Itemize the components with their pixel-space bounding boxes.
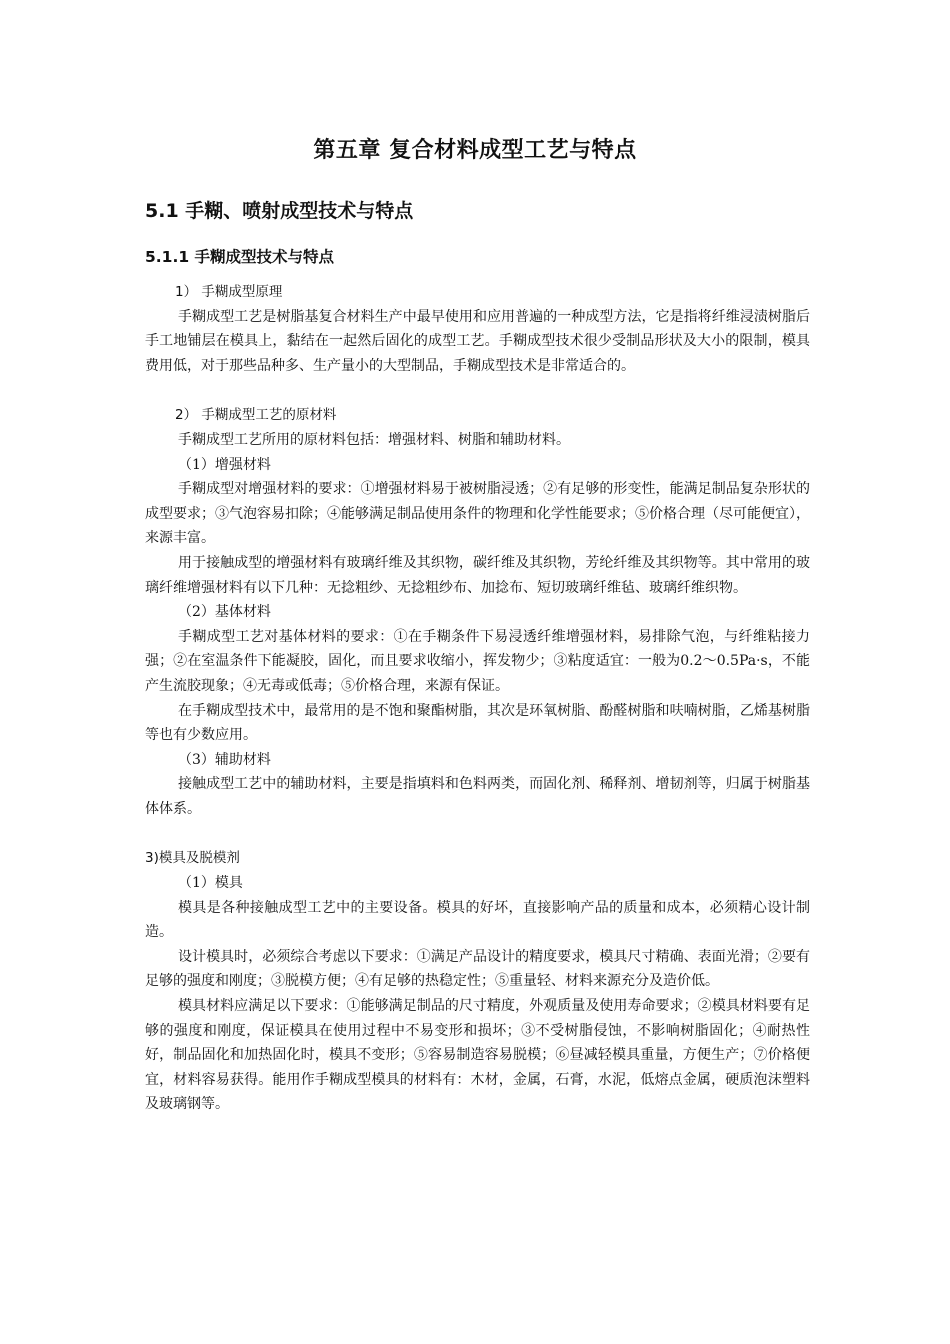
paragraph: 设计模具时，必须综合考虑以下要求：①满足产品设计的精度要求，模具尺寸精确、表面光滑；②要有足够的强度和刚度；③脱模方便；④有足够的热稳定性；⑤重量轻、材料来源充分及造价低。 <box>145 948 810 990</box>
spacer <box>145 378 810 403</box>
chapter-title: 第五章 复合材料成型工艺与特点 <box>313 138 637 163</box>
sub-heading: （3）辅助材料 <box>178 751 271 768</box>
sub-heading: （1）增强材料 <box>178 456 271 473</box>
spacer <box>145 821 810 846</box>
paragraph: 在手糊成型技术中，最常用的是不饱和聚酯树脂，其次是环氧树脂、酚醛树脂和呋喃树脂，乙烯基树脂等也有少数应用。 <box>145 702 810 744</box>
numbered-heading-2: 2） 手糊成型工艺的原材料 <box>175 407 337 424</box>
numbered-heading-3: 3)模具及脱模剂 <box>145 850 240 867</box>
numbered-heading-1: 1） 手糊成型原理 <box>175 284 283 300</box>
body-text <box>145 280 810 1117</box>
section-heading: 5.1 手糊、喷射成型技术与特点 <box>145 200 414 222</box>
paragraph: 用于接触成型的增强材料有玻璃纤维及其织物，碳纤维及其织物，芳纶纤维及其织物等。其中常用的玻璃纤维增强材料有以下几种：无捻粗纱、无捻粗纱布、加捻布、短切玻璃纤维毡、玻璃纤维织物。 <box>145 554 810 596</box>
subsection-heading: 5.1.1 手糊成型技术与特点 <box>145 248 335 266</box>
paragraph: 手糊成型对增强材料的要求：①增强材料易于被树脂浸透；②有足够的形变性，能满足制品复杂形状的成型要求；③气泡容易扣除；④能够满足制品使用条件的物理和化学性能要求；⑤价格合理（尽可能便宜），来源丰富。 <box>145 481 810 547</box>
paragraph: 手糊成型工艺所用的原材料包括：增强材料、树脂和辅助材料。 <box>178 431 570 448</box>
paragraph: 手糊成型工艺是树脂基复合材料生产中最早使用和应用普遍的一种成型方法，它是指将纤维浸渍树脂后手工地铺层在模具上，黏结在一起然后固化的成型工艺。手糊成型技术很少受制品形状及大小的限制，模具费用低，对于那些品种多、生产量小的大型制品，手糊成型技术是非常适合的。 <box>145 308 810 374</box>
sub-heading: （2）基体材料 <box>178 604 271 621</box>
paragraph: 接触成型工艺中的辅助材料，主要是指填料和色料两类，而固化剂、稀释剂、增韧剂等，归属于树脂基体体系。 <box>145 776 810 817</box>
sub-heading: （1）模具 <box>178 875 243 892</box>
paragraph: 模具材料应满足以下要求：①能够满足制品的尺寸精度，外观质量及使用寿命要求；②模具材料要有足够的强度和刚度，保证模具在使用过程中不易变形和损坏；③不受树脂侵蚀，不影响树脂固化；④耐热性好，制品固化和加热固化时，模具不变形；⑤容易制造容易脱模；⑥昼减轻模具重量，方便生产；⑦价格便宜，材料容易获得。能用作手糊成型模具的材料有：木材，金属，石膏，水泥，低熔点金属，硬质泡沫塑料及玻璃钢等。 <box>145 998 810 1113</box>
paragraph: 手糊成型工艺对基体材料的要求：①在手糊条件下易浸透纤维增强材料，易排除气泡，与纤维粘接力强；②在室温条件下能凝胶，固化，而且要求收缩小，挥发物少；③粘度适宜：一般为0.2～0.5Pa·s，不能产生流胶现象；④无毒或低毒；⑤价格合理，来源有保证。 <box>145 628 810 694</box>
paragraph: 模具是各种接触成型工艺中的主要设备。模具的好坏，直接影响产品的质量和成本，必须精心设计制造。 <box>145 899 810 941</box>
